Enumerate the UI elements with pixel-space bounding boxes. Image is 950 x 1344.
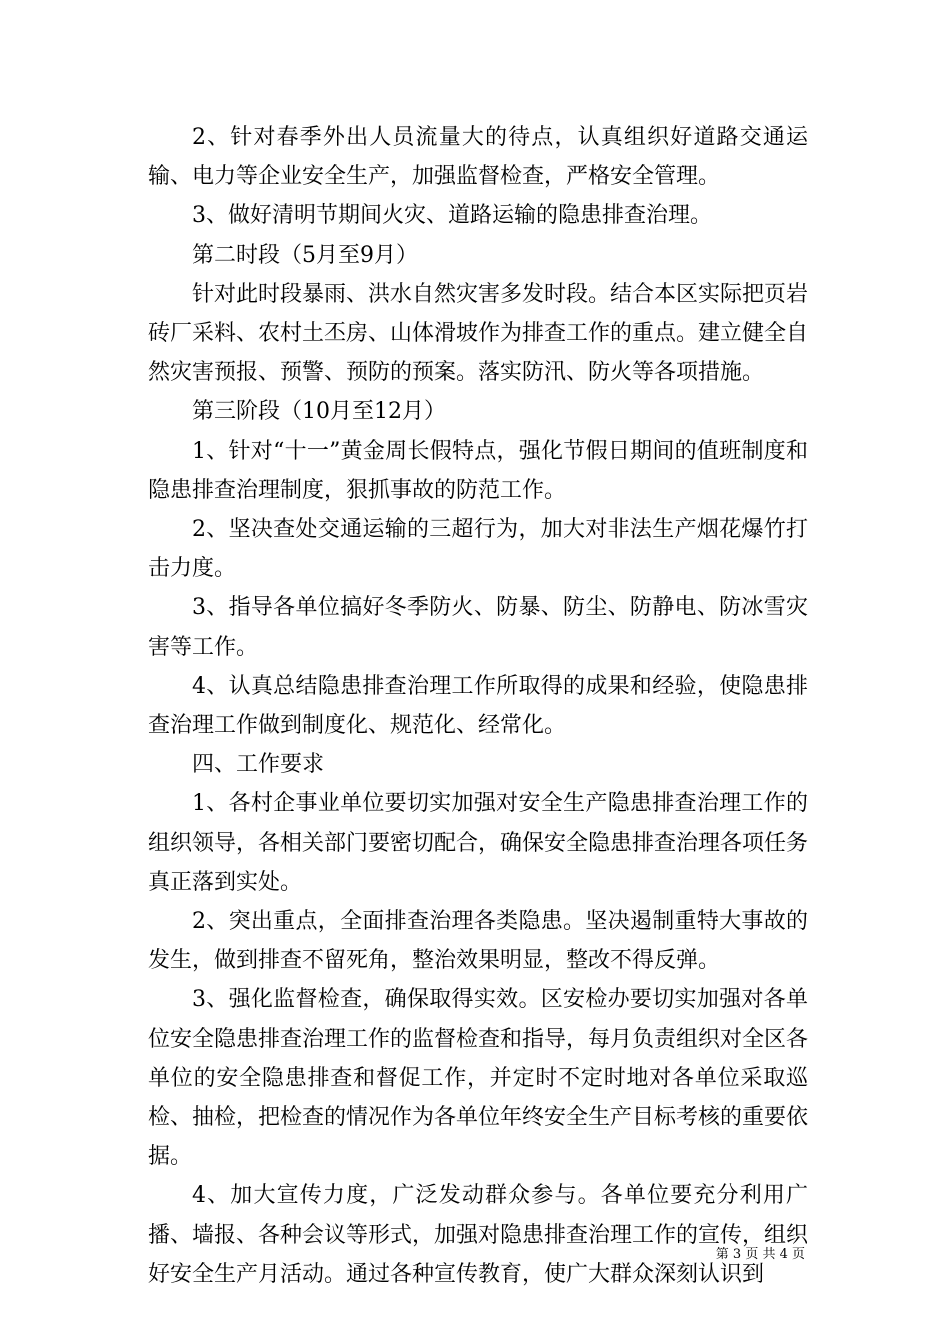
document-body: [148, 118, 808, 1294]
paragraph-measure-3: 3、做好清明节期间火灾、道路运输的隐患排查治理。: [192, 203, 712, 229]
section-heading-phase-3: 第三阶段（10月至12月）: [192, 399, 446, 425]
section-heading-phase-2: 第二时段（5月至9月）: [192, 242, 418, 268]
section-heading-requirements: 四、工作要求: [192, 752, 325, 778]
paragraph-phase-3-item-2: 2、坚决查处交通运输的三超行为，加大对非法生产烟花爆竹打击力度。: [148, 517, 808, 582]
paragraph-requirement-3: 3、强化监督检查，确保取得实效。区安检办要切实加强对各单位安全隐患排查治理工作的监督检查和指导，每月负责组织对全区各单位的安全隐患排查和督促工作，并定时不定时地对各单位采取巡检、抽检，把检查的情况作为各单位年终安全生产目标考核的重要依据。: [148, 987, 809, 1170]
paragraph-requirement-2: 2、突出重点，全面排查治理各类隐患。坚决遏制重特大事故的发生，做到排查不留死角，整治效果明显，整改不得反弹。: [148, 909, 808, 974]
paragraph-phase-2-body: 针对此时段暴雨、洪水自然灾害多发时段。结合本区实际把页岩砖厂采料、农村土丕房、山体滑坡作为排查工作的重点。建立健全自然灾害预报、预警、预防的预案。落实防汛、防火等各项措施。: [148, 281, 809, 386]
page-number-footer: 第 3 页 共 4 页: [715, 1247, 805, 1262]
paragraph-phase-3-item-4: 4、认真总结隐患排查治理工作所取得的成果和经验，使隐患排查治理工作做到制度化、规范化、经常化。: [148, 673, 808, 739]
paragraph-phase-3-item-1: 1、针对“十一”黄金周长假特点，强化节假日期间的值班制度和隐患排查治理制度，狠抓事故的防范工作。: [148, 438, 808, 503]
paragraph-measure-2: 2、针对春季外出人员流量大的待点，认真组织好道路交通运输、电力等企业安全生产，加强监督检查，严格安全管理。: [148, 125, 808, 190]
paragraph-phase-3-item-3: 3、指导各单位搞好冬季防火、防暴、防尘、防静电、防冰雪灾害等工作。: [148, 595, 808, 660]
paragraph-requirement-4: 4、加大宣传力度，广泛发动群众参与。各单位要充分利用广播、墙报、各种会议等形式，加强对隐患排查治理工作的宣传，组织好安全生产月活动。通过各种宣传教育，使广大群众深刻认识到: [148, 1183, 809, 1287]
paragraph-requirement-1: 1、各村企事业单位要切实加强对安全生产隐患排查治理工作的组织领导，各相关部门要密切配合，确保安全隐患排查治理各项任务真正落到实处。: [148, 791, 809, 895]
